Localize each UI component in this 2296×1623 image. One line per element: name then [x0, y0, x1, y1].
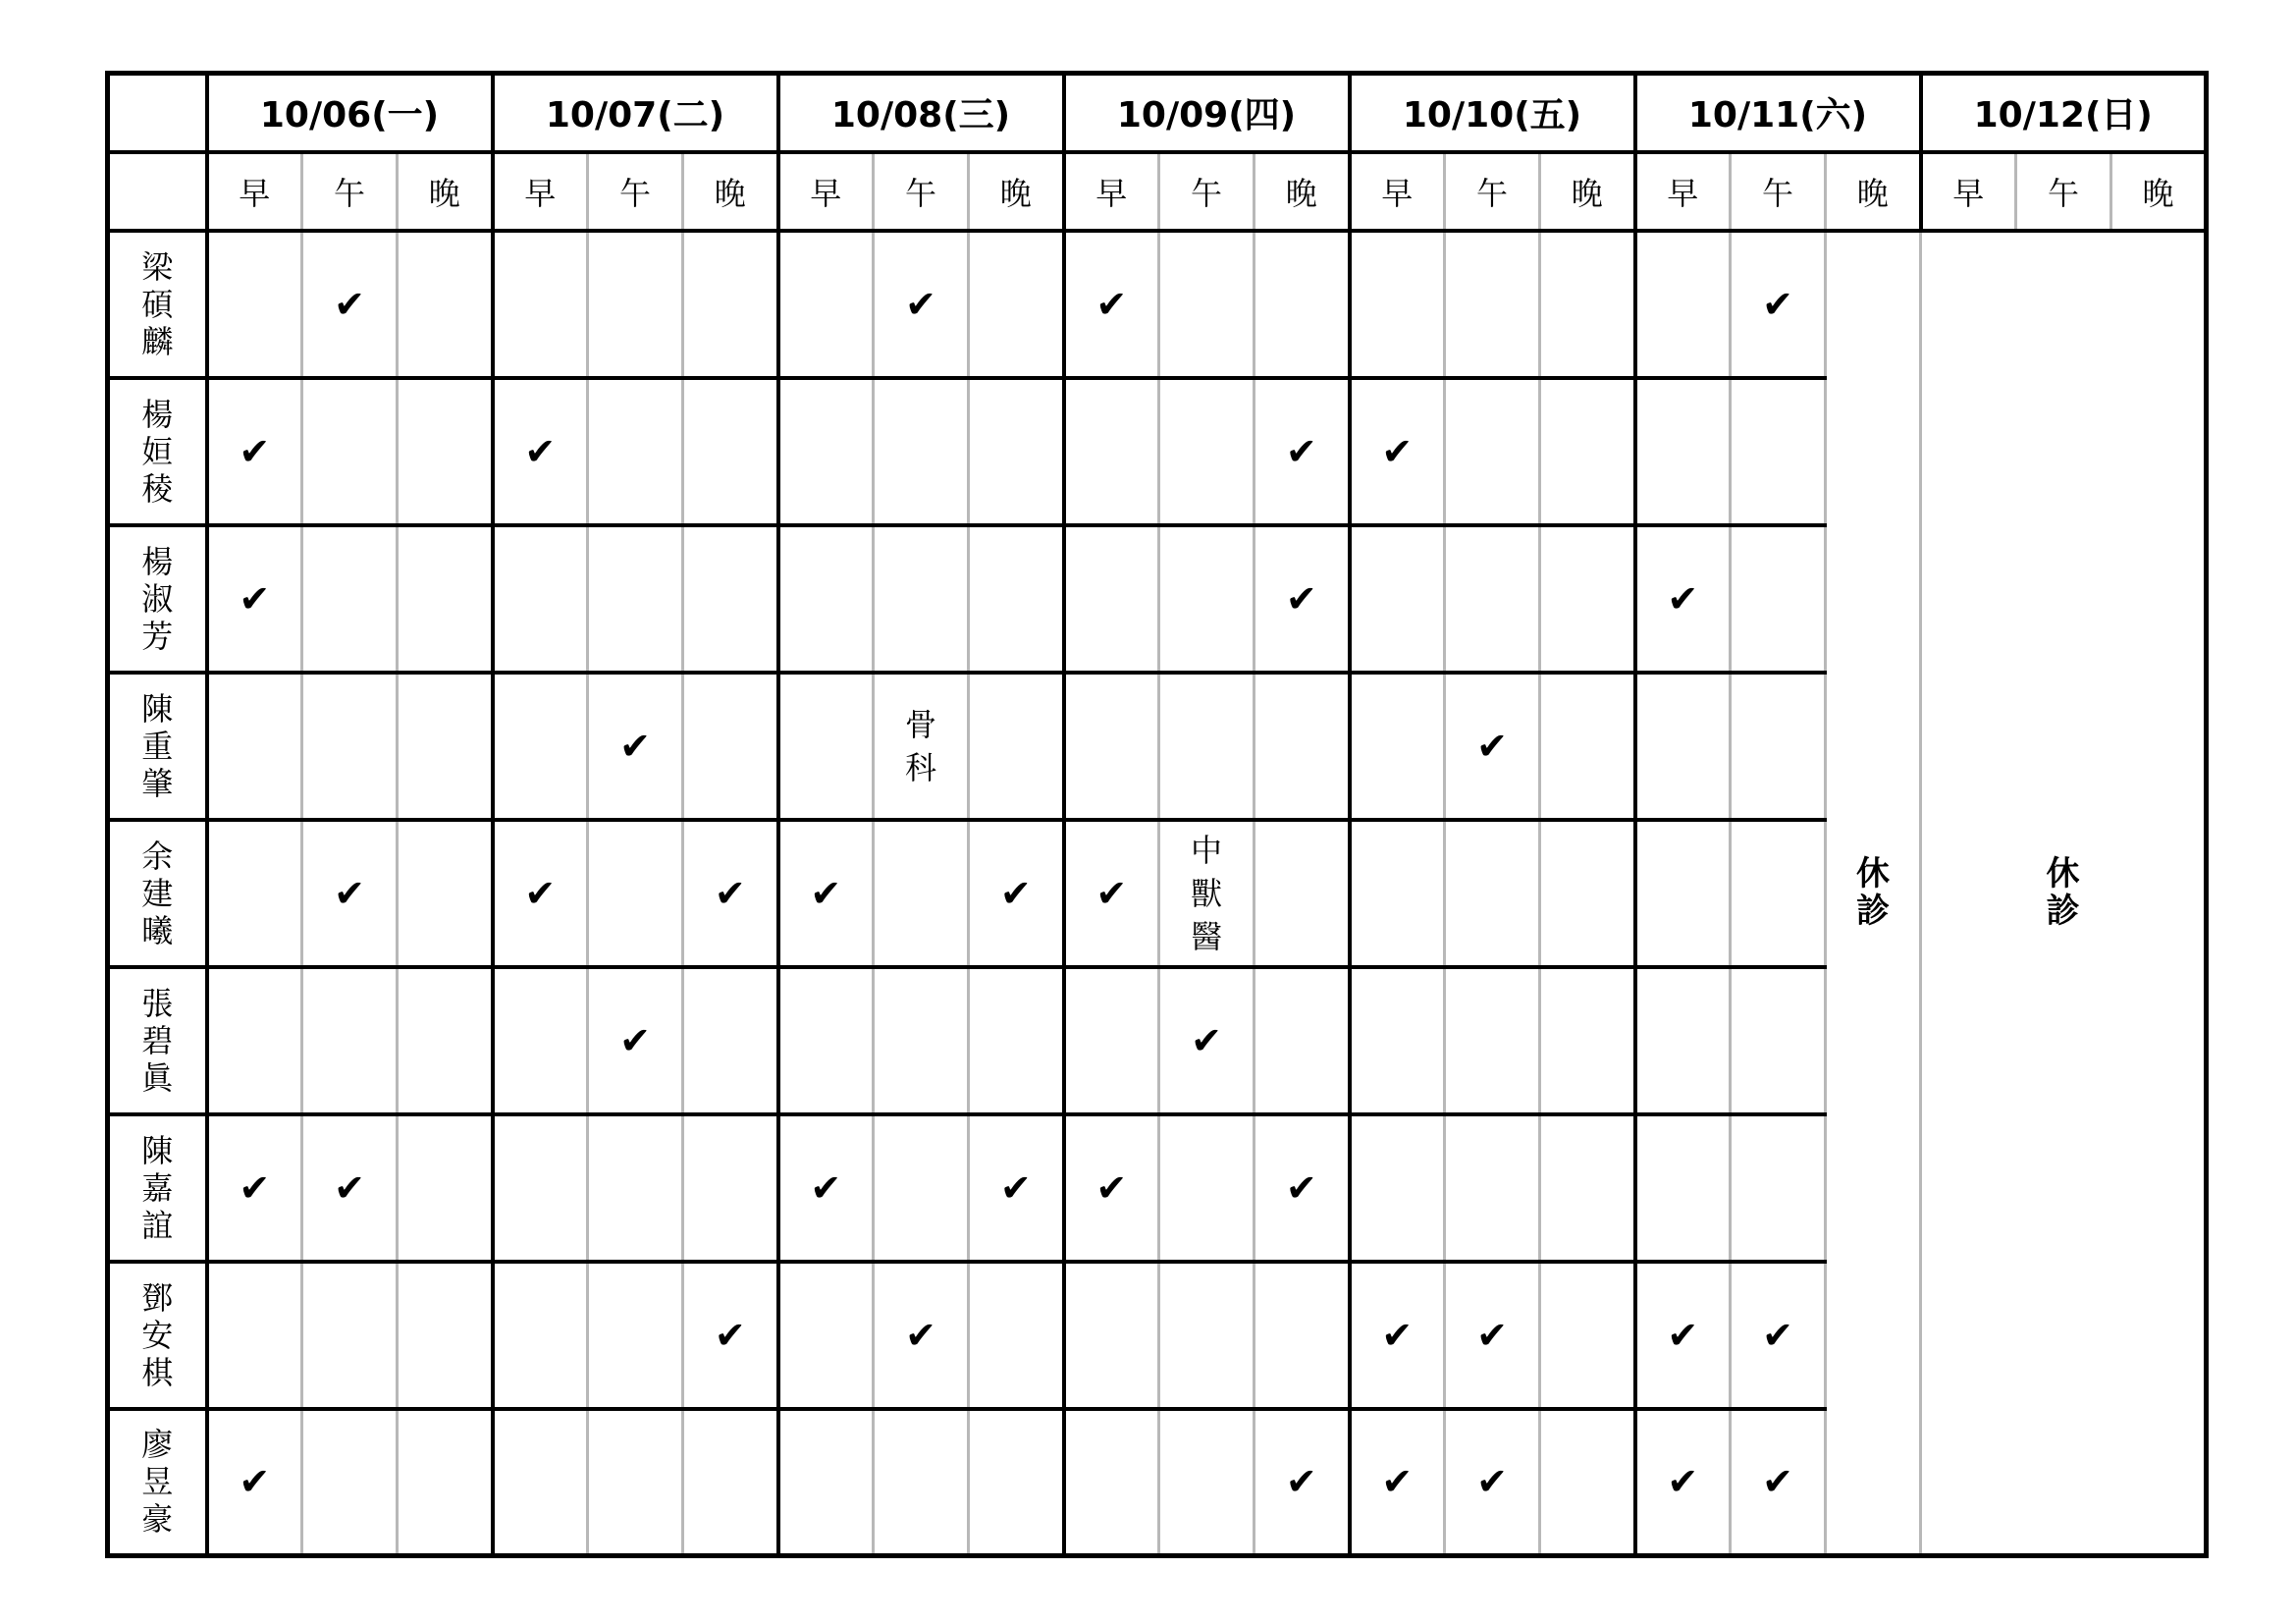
- shift-header: 午: [1731, 152, 1826, 231]
- schedule-cell: [1540, 378, 1635, 525]
- schedule-cell: [1064, 1262, 1159, 1409]
- doctor-name-cell: [108, 673, 207, 820]
- shift-header: 晚: [1540, 152, 1635, 231]
- schedule-cell: [969, 231, 1064, 378]
- schedule-cell: [874, 1262, 969, 1409]
- schedule-cell: [778, 967, 874, 1114]
- schedule-cell: [398, 525, 493, 673]
- shift-header-row: [108, 152, 2207, 231]
- schedule-cell: [969, 1262, 1064, 1409]
- shift-header: 晚: [969, 152, 1064, 231]
- date-header: 10/06(一): [207, 74, 493, 152]
- date-header: 10/10(五): [1350, 74, 1635, 152]
- schedule-cell: [969, 525, 1064, 673]
- schedule-cell: [1445, 1114, 1540, 1262]
- schedule-table: [105, 71, 2209, 1558]
- schedule-cell: [1731, 1262, 1826, 1409]
- schedule-cell: [683, 525, 778, 673]
- schedule-cell: [683, 1409, 778, 1556]
- schedule-cell: [207, 378, 302, 525]
- doctor-name-cell: [108, 525, 207, 673]
- schedule-cell: [1064, 378, 1159, 525]
- schedule-cell: [1445, 525, 1540, 673]
- check-mark: ✔: [1285, 429, 1317, 473]
- schedule-cell: [1064, 1409, 1159, 1556]
- schedule-cell: [1540, 231, 1635, 378]
- schedule-cell: [1350, 673, 1445, 820]
- doctor-name: 陳嘉誼: [141, 1131, 174, 1244]
- check-mark: ✔: [905, 282, 936, 326]
- check-mark: ✔: [1095, 282, 1128, 326]
- shift-header: 早: [1921, 152, 2016, 231]
- schedule-cell: [398, 820, 493, 967]
- schedule-cell: [874, 525, 969, 673]
- schedule-cell: [588, 378, 683, 525]
- table-row: [108, 231, 2207, 378]
- schedule-cell: [969, 1409, 1064, 1556]
- schedule-cell: [1350, 820, 1445, 967]
- schedule-cell: [969, 820, 1064, 967]
- schedule-cell: [1731, 673, 1826, 820]
- schedule-cell: [969, 1114, 1064, 1262]
- check-mark: ✔: [239, 1460, 271, 1504]
- schedule-cell: [493, 673, 588, 820]
- schedule-cell: [1255, 820, 1350, 967]
- doctor-name-cell: [108, 1262, 207, 1409]
- schedule-cell: [1731, 1409, 1826, 1556]
- schedule-cell: [874, 1409, 969, 1556]
- schedule-cell: [588, 1409, 683, 1556]
- doctor-name: 余建曦: [141, 837, 174, 949]
- schedule-cell: [207, 1409, 302, 1556]
- schedule-cell: [1064, 967, 1159, 1114]
- schedule-cell: [874, 673, 969, 820]
- schedule-cell: [1159, 1114, 1255, 1262]
- schedule-cell: [874, 231, 969, 378]
- date-header: 10/07(二): [493, 74, 778, 152]
- check-mark: ✔: [810, 1165, 842, 1210]
- schedule-cell: [1255, 1114, 1350, 1262]
- schedule-cell: [1350, 967, 1445, 1114]
- check-mark: ✔: [1667, 1313, 1699, 1357]
- corner-cell: [108, 152, 207, 231]
- schedule-cell: [207, 820, 302, 967]
- check-mark: ✔: [524, 429, 557, 473]
- schedule-cell: [1159, 378, 1255, 525]
- schedule-cell: [493, 378, 588, 525]
- schedule-cell: [588, 820, 683, 967]
- schedule-cell: [1159, 231, 1255, 378]
- check-mark: ✔: [334, 1165, 365, 1210]
- schedule-cell: [1540, 820, 1635, 967]
- schedule-cell: [778, 1409, 874, 1556]
- check-mark: ✔: [714, 1313, 746, 1357]
- check-mark: ✔: [1476, 1460, 1508, 1504]
- schedule-cell: [493, 525, 588, 673]
- shift-header: 午: [1445, 152, 1540, 231]
- schedule-cell: [1255, 1262, 1350, 1409]
- schedule-cell: [1445, 820, 1540, 967]
- schedule-cell: [683, 1262, 778, 1409]
- schedule-cell: [1350, 1114, 1445, 1262]
- schedule-cell: [874, 378, 969, 525]
- schedule-cell: [1445, 673, 1540, 820]
- check-mark: ✔: [1762, 282, 1793, 326]
- schedule-cell: [493, 1409, 588, 1556]
- schedule-cell: [302, 967, 398, 1114]
- schedule-cell: [302, 525, 398, 673]
- schedule-cell: [1635, 967, 1731, 1114]
- closed-label: 休診: [1855, 853, 1890, 931]
- date-header: 10/09(四): [1064, 74, 1350, 152]
- schedule-cell: [1350, 378, 1445, 525]
- schedule-cell: [874, 820, 969, 967]
- corner-cell: [108, 74, 207, 152]
- schedule-cell: [1540, 1262, 1635, 1409]
- schedule-cell: [588, 525, 683, 673]
- check-mark: ✔: [999, 871, 1032, 915]
- schedule-cell: [588, 673, 683, 820]
- doctor-name: 鄧安棋: [141, 1278, 174, 1391]
- check-mark: ✔: [1285, 576, 1317, 621]
- check-mark: ✔: [1381, 429, 1414, 473]
- schedule-cell: [778, 1262, 874, 1409]
- schedule-cell: [1635, 378, 1731, 525]
- schedule-cell: [778, 525, 874, 673]
- closed-saturday-evening: [1826, 231, 1921, 1556]
- schedule-cell: [1635, 673, 1731, 820]
- doctor-name: 張碧眞: [141, 984, 174, 1097]
- schedule-cell: [302, 378, 398, 525]
- check-mark: ✔: [239, 576, 271, 621]
- shift-header: 午: [1159, 152, 1255, 231]
- schedule-cell: [1064, 673, 1159, 820]
- schedule-cell: [1159, 820, 1255, 967]
- shift-header: 午: [874, 152, 969, 231]
- schedule-cell: [1540, 1409, 1635, 1556]
- schedule-cell: [588, 231, 683, 378]
- shift-header: 早: [493, 152, 588, 231]
- schedule-cell: [1540, 967, 1635, 1114]
- schedule-cell: [588, 1114, 683, 1262]
- schedule-cell: [1159, 1262, 1255, 1409]
- schedule-cell: [1635, 1409, 1731, 1556]
- schedule-cell: [1731, 967, 1826, 1114]
- schedule-cell: [778, 820, 874, 967]
- date-header-row: [108, 74, 2207, 152]
- schedule-cell: [1445, 378, 1540, 525]
- schedule-cell: [1159, 1409, 1255, 1556]
- schedule-cell: [1445, 231, 1540, 378]
- schedule-cell: [1731, 820, 1826, 967]
- check-mark: ✔: [239, 1165, 271, 1210]
- schedule-cell: [207, 967, 302, 1114]
- schedule-cell: [1731, 378, 1826, 525]
- schedule-cell: [1255, 525, 1350, 673]
- check-mark: ✔: [334, 282, 365, 326]
- schedule-cell: [1255, 1409, 1350, 1556]
- check-mark: ✔: [334, 871, 365, 915]
- check-mark: ✔: [524, 871, 557, 915]
- schedule-cell: [207, 231, 302, 378]
- doctor-name: 陳重肇: [141, 689, 174, 802]
- cell-note: 中獸醫: [1190, 831, 1222, 955]
- schedule-cell: [1064, 525, 1159, 673]
- check-mark: ✔: [1095, 871, 1128, 915]
- check-mark: ✔: [1667, 576, 1699, 621]
- schedule-cell: [398, 231, 493, 378]
- schedule-cell: [683, 1114, 778, 1262]
- schedule-cell: [1635, 1262, 1731, 1409]
- check-mark: ✔: [714, 871, 746, 915]
- shift-header: 早: [207, 152, 302, 231]
- schedule-cell: [778, 231, 874, 378]
- check-mark: ✔: [1476, 724, 1508, 768]
- schedule-cell: [1159, 967, 1255, 1114]
- schedule-cell: [207, 673, 302, 820]
- shift-header: 早: [778, 152, 874, 231]
- schedule-cell: [207, 525, 302, 673]
- shift-header: 午: [302, 152, 398, 231]
- schedule-cell: [1731, 231, 1826, 378]
- doctor-name: 梁碩麟: [141, 247, 174, 360]
- check-mark: ✔: [1381, 1313, 1414, 1357]
- schedule-cell: [969, 378, 1064, 525]
- closed-sunday: [1921, 231, 2207, 1556]
- check-mark: ✔: [1191, 1018, 1222, 1062]
- closed-label: 休診: [2046, 853, 2080, 931]
- check-mark: ✔: [999, 1165, 1032, 1210]
- check-mark: ✔: [1667, 1460, 1699, 1504]
- schedule-cell: [302, 673, 398, 820]
- schedule-cell: [1350, 525, 1445, 673]
- schedule-cell: [1159, 673, 1255, 820]
- shift-header: 晚: [1826, 152, 1921, 231]
- schedule-cell: [1350, 1409, 1445, 1556]
- schedule-cell: [398, 1409, 493, 1556]
- date-header: 10/08(三): [778, 74, 1064, 152]
- check-mark: ✔: [1381, 1460, 1414, 1504]
- shift-header: 早: [1635, 152, 1731, 231]
- doctor-name-cell: [108, 378, 207, 525]
- schedule-cell: [207, 1114, 302, 1262]
- shift-header: 晚: [398, 152, 493, 231]
- schedule-cell: [398, 378, 493, 525]
- schedule-cell: [1635, 1114, 1731, 1262]
- doctor-name-cell: [108, 231, 207, 378]
- schedule-cell: [969, 967, 1064, 1114]
- schedule-cell: [1445, 1262, 1540, 1409]
- check-mark: ✔: [1095, 1165, 1128, 1210]
- schedule-cell: [493, 231, 588, 378]
- cell-note: 骨科: [904, 705, 936, 786]
- shift-header: 晚: [2111, 152, 2207, 231]
- schedule-cell: [1255, 673, 1350, 820]
- schedule-cell: [1635, 231, 1731, 378]
- schedule-cell: [588, 1262, 683, 1409]
- schedule-cell: [398, 673, 493, 820]
- schedule-cell: [302, 1114, 398, 1262]
- check-mark: ✔: [239, 429, 271, 473]
- doctor-name-cell: [108, 1409, 207, 1556]
- schedule-cell: [1635, 525, 1731, 673]
- schedule-cell: [493, 967, 588, 1114]
- schedule-cell: [1064, 231, 1159, 378]
- shift-header: 早: [1350, 152, 1445, 231]
- schedule-cell: [398, 1114, 493, 1262]
- schedule-cell: [1159, 525, 1255, 673]
- schedule-cell: [1540, 673, 1635, 820]
- schedule-cell: [1255, 967, 1350, 1114]
- schedule-cell: [683, 378, 778, 525]
- schedule-cell: [1255, 231, 1350, 378]
- doctor-name: 楊淑芳: [141, 542, 174, 655]
- schedule-cell: [302, 1409, 398, 1556]
- schedule-cell: [778, 1114, 874, 1262]
- shift-header: 晚: [683, 152, 778, 231]
- schedule-cell: [1445, 1409, 1540, 1556]
- schedule-cell: [493, 1114, 588, 1262]
- date-header: 10/11(六): [1635, 74, 1921, 152]
- check-mark: ✔: [1762, 1460, 1793, 1504]
- doctor-name: 廖昱豪: [141, 1426, 174, 1539]
- check-mark: ✔: [1285, 1165, 1317, 1210]
- schedule-cell: [1540, 1114, 1635, 1262]
- doctor-name-cell: [108, 1114, 207, 1262]
- schedule-cell: [683, 231, 778, 378]
- schedule-cell: [778, 378, 874, 525]
- shift-header: 午: [588, 152, 683, 231]
- schedule-cell: [1350, 1262, 1445, 1409]
- check-mark: ✔: [810, 871, 842, 915]
- schedule-cell: [302, 1262, 398, 1409]
- schedule-cell: [1064, 820, 1159, 967]
- schedule-cell: [398, 1262, 493, 1409]
- schedule-cell: [493, 820, 588, 967]
- shift-header: 午: [2016, 152, 2111, 231]
- schedule-cell: [1064, 1114, 1159, 1262]
- schedule-cell: [1635, 820, 1731, 967]
- schedule-cell: [1445, 967, 1540, 1114]
- schedule-cell: [874, 1114, 969, 1262]
- schedule-cell: [588, 967, 683, 1114]
- schedule-cell: [683, 967, 778, 1114]
- shift-header: 晚: [1255, 152, 1350, 231]
- schedule-cell: [778, 673, 874, 820]
- check-mark: ✔: [1762, 1313, 1793, 1357]
- schedule-cell: [302, 820, 398, 967]
- schedule-cell: [398, 967, 493, 1114]
- check-mark: ✔: [1285, 1460, 1317, 1504]
- check-mark: ✔: [619, 1018, 651, 1062]
- date-header: 10/12(日): [1921, 74, 2207, 152]
- shift-header: 早: [1064, 152, 1159, 231]
- doctor-name-cell: [108, 967, 207, 1114]
- check-mark: ✔: [619, 724, 651, 768]
- schedule-cell: [683, 673, 778, 820]
- schedule-cell: [493, 1262, 588, 1409]
- schedule-cell: [1255, 378, 1350, 525]
- doctor-name-cell: [108, 820, 207, 967]
- schedule-cell: [874, 967, 969, 1114]
- check-mark: ✔: [905, 1313, 936, 1357]
- schedule-cell: [1540, 525, 1635, 673]
- schedule-cell: [683, 820, 778, 967]
- schedule-cell: [969, 673, 1064, 820]
- schedule-cell: [207, 1262, 302, 1409]
- schedule-cell: [1350, 231, 1445, 378]
- schedule-cell: [302, 231, 398, 378]
- doctor-name: 楊姮稜: [141, 395, 174, 508]
- schedule-cell: [1731, 1114, 1826, 1262]
- check-mark: ✔: [1476, 1313, 1508, 1357]
- schedule-cell: [1731, 525, 1826, 673]
